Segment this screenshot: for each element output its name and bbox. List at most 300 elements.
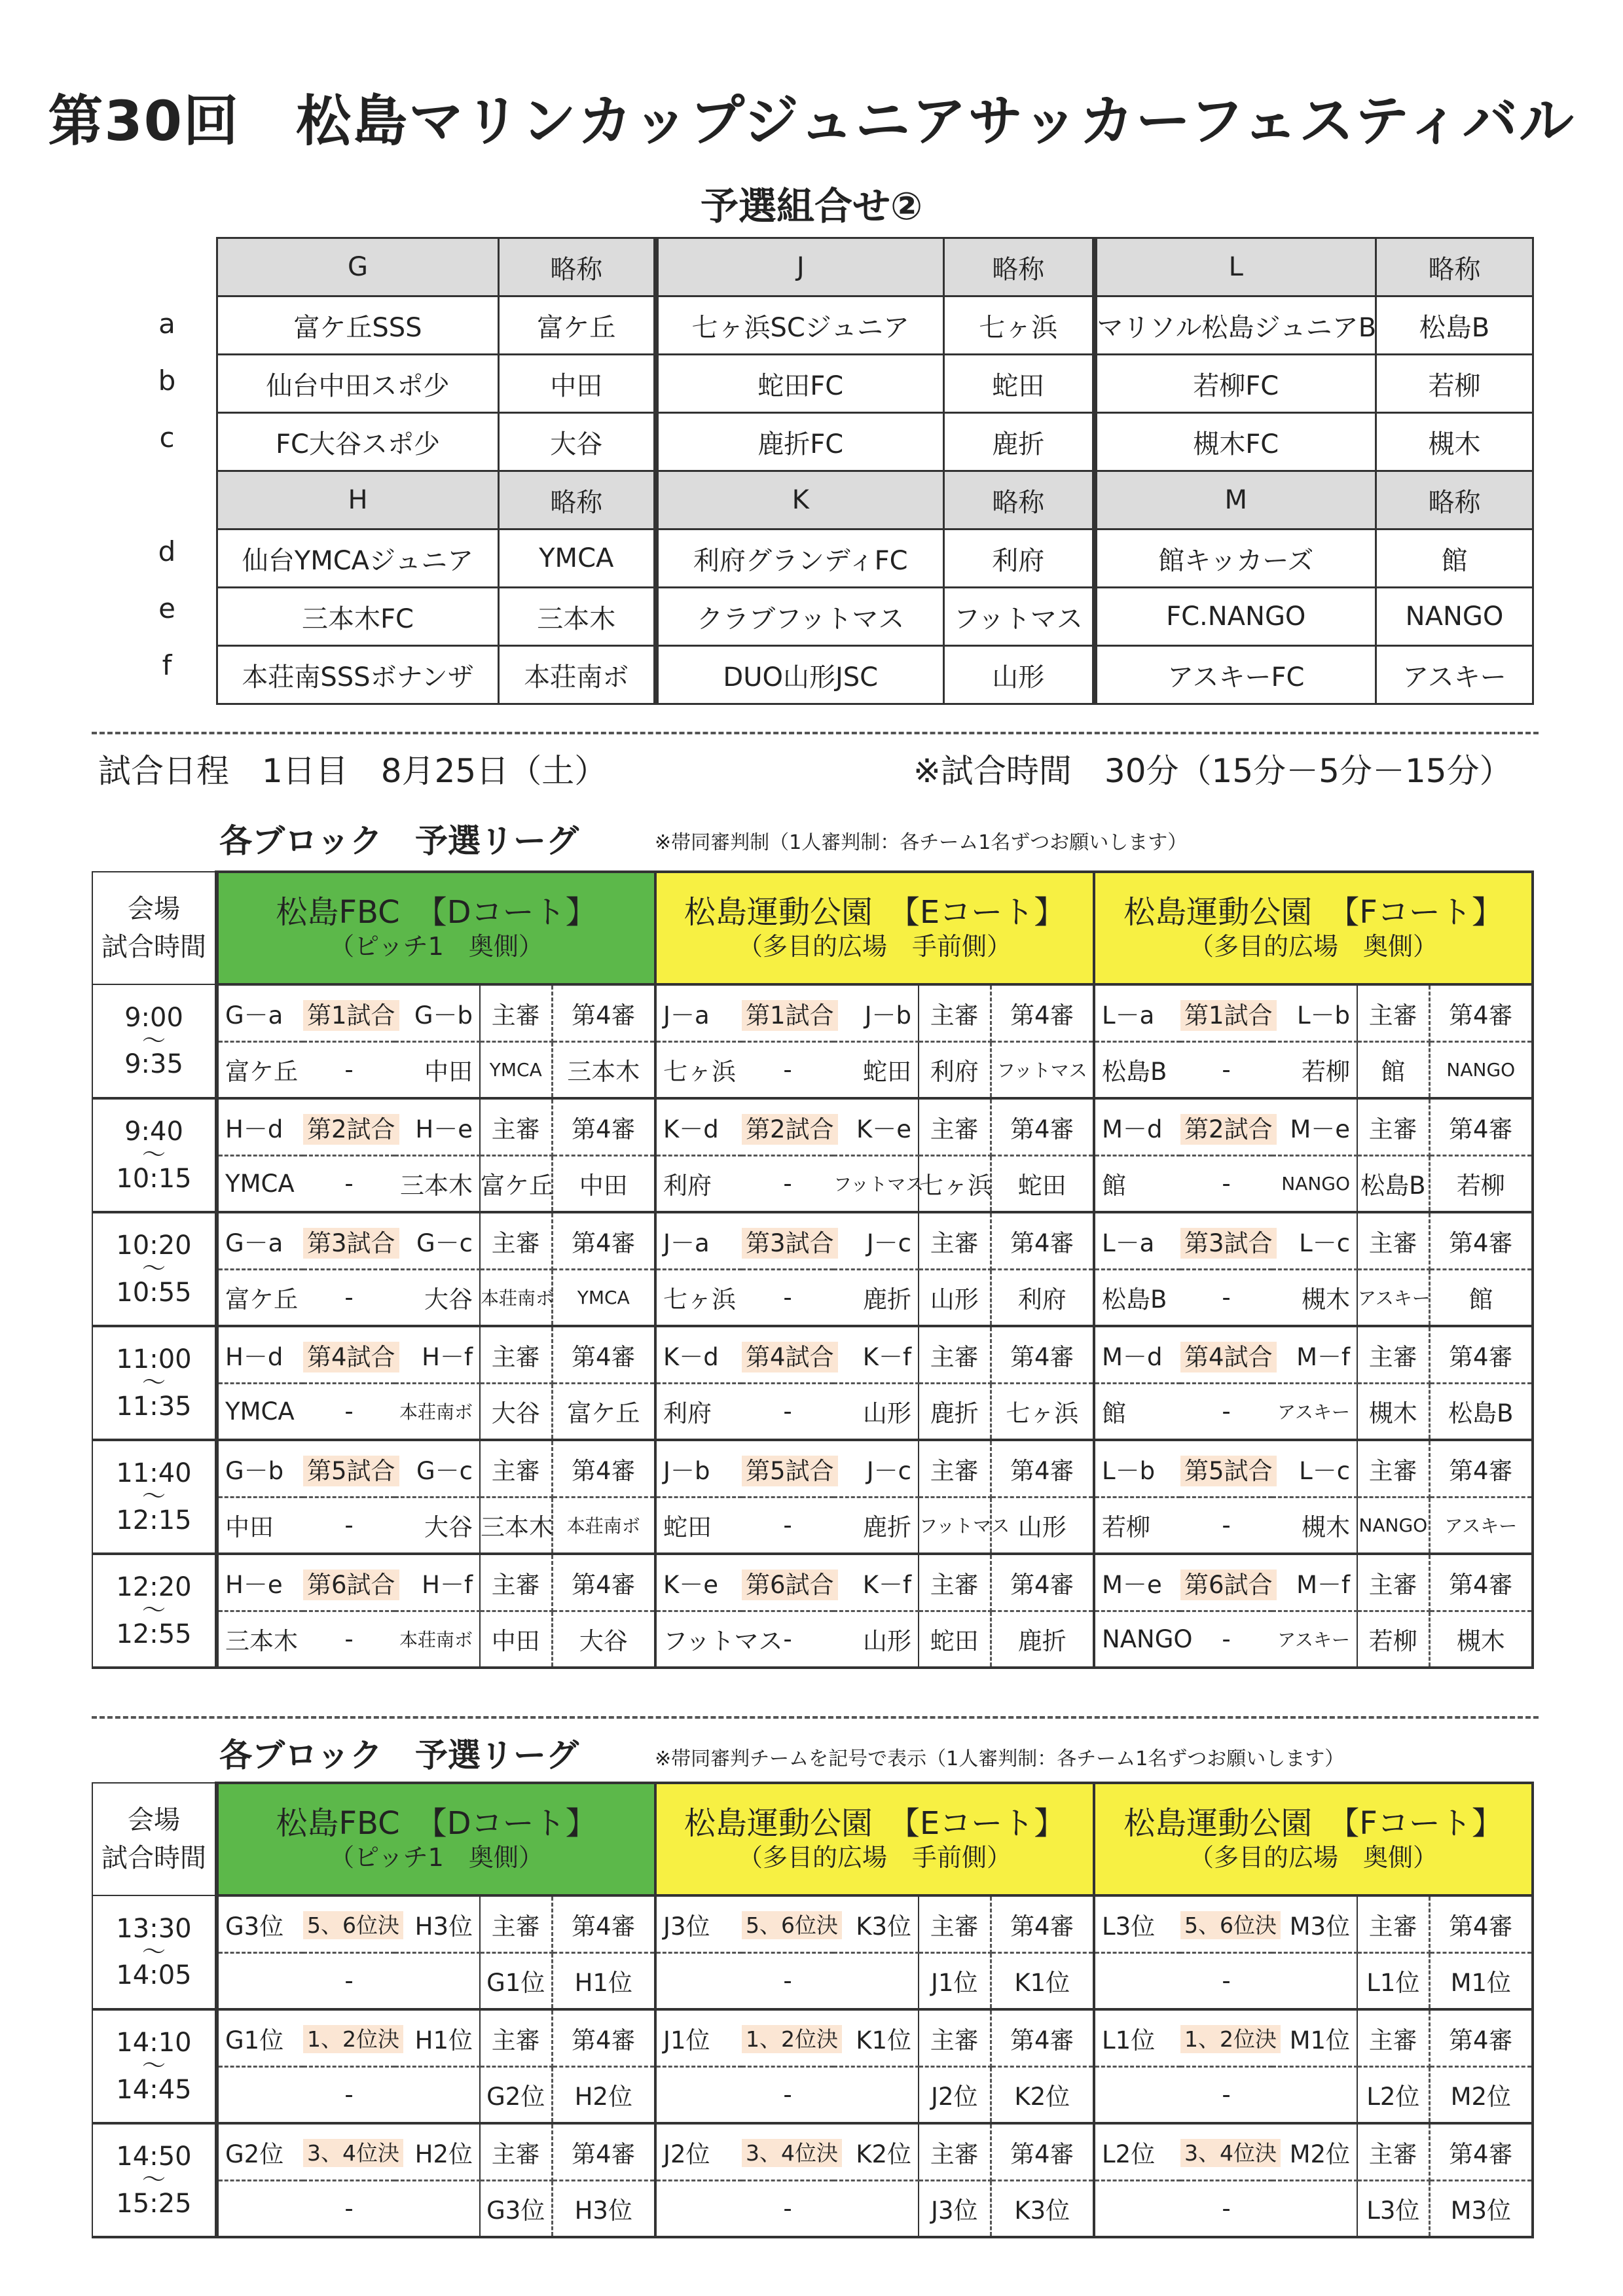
end-time: 14:05 (116, 1960, 192, 1991)
team-b-name: 鹿折 (833, 1497, 919, 1554)
end-time: 12:15 (116, 1505, 192, 1535)
team-a-slot: K－d (655, 1098, 742, 1155)
group-name-header: J (656, 238, 944, 296)
team-name: 仙台YMCAジュニア (217, 529, 499, 588)
team-b-name: フットマス (833, 1155, 919, 1212)
fourth-referee-team: フットマス (991, 1041, 1094, 1098)
team-a-slot: G1位 (217, 2009, 303, 2066)
start-time: 11:00 (116, 1344, 192, 1375)
main-referee-label: 主審 (1357, 1440, 1429, 1497)
main-referee-label: 主審 (1357, 1554, 1429, 1611)
team-abbr: 若柳 (1376, 355, 1533, 413)
team-a-name: フットマス (655, 1611, 742, 1668)
match-label: 第3試合 (1180, 1228, 1277, 1259)
main-referee-team: 大谷 (480, 1383, 552, 1440)
team-b-slot: J－c (833, 1440, 919, 1497)
versus-dash: - (742, 1383, 833, 1440)
team-abbr: 本荘南ボ (499, 646, 656, 704)
team-abbr: NANGO (1376, 588, 1533, 646)
venue-name: 松島運動公園 【Eコート】 (684, 894, 1066, 931)
versus-dash: - (303, 1383, 395, 1440)
team-b-empty (395, 2180, 480, 2237)
main-referee-team: 松島B (1357, 1155, 1429, 1212)
team-b-slot: H3位 (395, 1895, 480, 1952)
fourth-referee-team: M2位 (1429, 2066, 1533, 2123)
fourth-referee-label: 第4審 (552, 1326, 655, 1383)
team-b-slot: H1位 (395, 2009, 480, 2066)
venue-name: 松島運動公園 【Fコート】 (1123, 894, 1503, 931)
versus-dash: - (303, 1155, 395, 1212)
main-referee-label: 主審 (1357, 984, 1429, 1041)
venue-name: 松島運動公園 【Eコート】 (684, 1805, 1066, 1842)
team-a-name: YMCA (217, 1383, 303, 1440)
match-label-cell (1180, 1895, 1277, 1952)
venue-header (1094, 872, 1533, 984)
team-a-name: 三本木 (217, 1611, 303, 1668)
team-b-slot: H－f (395, 1326, 480, 1383)
team-b-slot: M2位 (1272, 2123, 1357, 2180)
fourth-referee-team: 本荘南ボ (552, 1497, 655, 1554)
main-referee-team: L2位 (1357, 2066, 1429, 2123)
team-a-slot: L－b (1094, 1440, 1180, 1497)
match-duration: ※試合時間 30分（15分－5分－15分） (913, 752, 1512, 790)
main-referee-team: G2位 (480, 2066, 552, 2123)
team-a-slot: G2位 (217, 2123, 303, 2180)
team-a-slot: L1位 (1094, 2009, 1180, 2066)
fourth-referee-label: 第4審 (1429, 1326, 1533, 1383)
group-header-row (217, 471, 1533, 529)
team-row (92, 1041, 1533, 1098)
team-a-empty (1094, 2180, 1180, 2237)
team-b-name: 槻木 (1272, 1269, 1357, 1326)
match-label-cell (303, 1895, 399, 1952)
row-label: b (158, 365, 176, 397)
team-a-slot: K－d (655, 1326, 742, 1383)
venue-sub: （多目的広場 奥側） (1189, 932, 1438, 961)
match-label: 第3試合 (742, 1228, 838, 1259)
match-label: 3、4位決 (303, 2139, 403, 2167)
team-a-name: 利府 (655, 1155, 742, 1212)
team-b-empty (833, 1952, 919, 2009)
match-label-cell (742, 1326, 833, 1383)
venue-label: 会場 (128, 894, 180, 924)
team-b-slot: J－c (833, 1212, 919, 1269)
main-referee-team: 富ケ丘 (480, 1155, 552, 1212)
team-name: 若柳FC (1095, 355, 1376, 413)
team-row (92, 1269, 1533, 1326)
team-name: FC.NANGO (1095, 588, 1376, 646)
start-time: 12:20 (116, 1572, 192, 1603)
time-slot (92, 1098, 217, 1212)
group-team-row (217, 529, 1533, 588)
time-slot (92, 1895, 217, 2009)
versus-dash: - (1180, 2180, 1272, 2237)
match-label: 5、6位決 (742, 1911, 842, 1939)
group-name-header: K (656, 471, 944, 529)
versus-dash: - (303, 1041, 395, 1098)
tilde: ～ (141, 1255, 166, 1283)
team-b-empty (395, 1952, 480, 2009)
venue-sub: （多目的広場 奥側） (1189, 1843, 1438, 1872)
match-label: 第4試合 (303, 1342, 399, 1372)
main-referee-label: 主審 (1357, 2123, 1429, 2180)
fourth-referee-team: 三本木 (552, 1041, 655, 1098)
team-a-empty (217, 1952, 303, 2009)
team-name: 七ヶ浜SCジュニア (656, 296, 944, 355)
time-slot (92, 1440, 217, 1554)
main-referee-label: 主審 (919, 984, 991, 1041)
team-b-name: 本荘南ボ (395, 1383, 480, 1440)
versus-dash: - (742, 1611, 833, 1668)
main-referee-team: アスキー (1357, 1269, 1429, 1326)
team-name: 富ケ丘SSS (217, 296, 499, 355)
end-time: 9:35 (124, 1049, 183, 1080)
team-a-name: 利府 (655, 1383, 742, 1440)
match-label: 1、2位決 (303, 2025, 403, 2053)
team-b-slot: G－c (395, 1212, 480, 1269)
team-b-name: 山形 (833, 1383, 919, 1440)
team-abbr: 館 (1376, 529, 1533, 588)
team-a-slot: M－d (1094, 1098, 1180, 1155)
team-a-empty (1094, 2066, 1180, 2123)
team-row (92, 2066, 1533, 2123)
versus-dash: - (742, 2180, 833, 2237)
divider (92, 732, 1539, 734)
league2-note: ※帯同審判チームを記号で表示（1人審判制：各チーム1名ずつお願いします） (655, 1748, 1345, 1770)
end-time: 10:15 (116, 1163, 192, 1194)
team-a-slot: G－a (217, 1212, 303, 1269)
team-a-slot: H－d (217, 1098, 303, 1155)
fourth-referee-team: 七ヶ浜 (991, 1383, 1094, 1440)
abbr-header: 略称 (944, 238, 1095, 296)
league1-heading: 各ブロック 予選リーグ (219, 822, 579, 860)
group-table-bottom (217, 471, 1533, 704)
end-time: 15:25 (116, 2188, 192, 2219)
match-label-cell (303, 1440, 395, 1497)
main-referee-label: 主審 (480, 1895, 552, 1952)
team-abbr: 山形 (944, 646, 1095, 704)
fourth-referee-label: 第4審 (1429, 1440, 1533, 1497)
main-referee-label: 主審 (1357, 1098, 1429, 1155)
team-name: クラブフットマス (656, 588, 944, 646)
corner-header (92, 872, 217, 984)
match-label-cell (303, 1098, 395, 1155)
match-label-cell (1180, 2123, 1277, 2180)
team-abbr: YMCA (499, 529, 656, 588)
fourth-referee-team: 若柳 (1429, 1155, 1533, 1212)
fourth-referee-team: K1位 (991, 1952, 1094, 2009)
match-label-cell (742, 1440, 833, 1497)
main-referee-label: 主審 (919, 1440, 991, 1497)
main-referee-label: 主審 (919, 1098, 991, 1155)
match-label-cell (1180, 984, 1272, 1041)
page-subtitle: 予選組合せ② (700, 184, 923, 228)
match-label-cell (1180, 2009, 1277, 2066)
team-name: 三本木FC (217, 588, 499, 646)
team-b-slot: K－e (833, 1098, 919, 1155)
team-name: 槻木FC (1095, 413, 1376, 471)
team-b-slot: L－c (1272, 1212, 1357, 1269)
main-referee-label: 主審 (480, 1440, 552, 1497)
versus-dash: - (1180, 1155, 1272, 1212)
fourth-referee-label: 第4審 (991, 2009, 1094, 2066)
team-a-slot: L－a (1094, 1212, 1180, 1269)
time-slot (92, 2123, 217, 2237)
abbr-header: 略称 (1376, 471, 1533, 529)
match-label: 第5試合 (303, 1456, 399, 1486)
team-a-name: NANGO (1094, 1611, 1180, 1668)
fourth-referee-label: 第4審 (991, 984, 1094, 1041)
match-label-cell (303, 2009, 399, 2066)
venue-header-row (92, 872, 1533, 984)
fourth-referee-team: YMCA (552, 1269, 655, 1326)
row-label: a (158, 308, 175, 340)
match-label: 第1試合 (742, 1000, 838, 1031)
versus-dash: - (1180, 1611, 1272, 1668)
match-label: 第6試合 (742, 1570, 838, 1600)
match-label: 第6試合 (1180, 1570, 1277, 1600)
team-b-name: 中田 (395, 1041, 480, 1098)
versus-dash: - (1180, 2066, 1272, 2123)
team-a-name: 若柳 (1094, 1497, 1180, 1554)
team-a-name: 松島B (1094, 1269, 1180, 1326)
match-label: 第1試合 (1180, 1000, 1277, 1031)
versus-dash: - (303, 2180, 395, 2237)
match-label-cell (1180, 1212, 1272, 1269)
team-a-name: YMCA (217, 1155, 303, 1212)
team-row (92, 1155, 1533, 1212)
team-name: 仙台中田スポ少 (217, 355, 499, 413)
fourth-referee-label: 第4審 (991, 1554, 1094, 1611)
team-abbr: 松島B (1376, 296, 1533, 355)
row-label: e (158, 592, 175, 624)
fourth-referee-label: 第4審 (991, 1098, 1094, 1155)
main-referee-label: 主審 (1357, 1895, 1429, 1952)
fourth-referee-label: 第4審 (552, 2123, 655, 2180)
main-referee-label: 主審 (1357, 1326, 1429, 1383)
group-header-row (217, 238, 1533, 296)
team-b-slot: K－f (833, 1326, 919, 1383)
team-b-name: 若柳 (1272, 1041, 1357, 1098)
team-a-empty (655, 2180, 742, 2237)
team-b-slot: K1位 (833, 2009, 919, 2066)
team-a-slot: H－d (217, 1326, 303, 1383)
match-label: 第4試合 (1180, 1342, 1277, 1372)
league1-table (92, 870, 1534, 1669)
team-a-slot: J1位 (655, 2009, 742, 2066)
main-referee-team: 鹿折 (919, 1383, 991, 1440)
venue-sub: （ピッチ1 奥側） (329, 932, 543, 961)
time-label: 試合時間 (101, 932, 206, 962)
fourth-referee-label: 第4審 (552, 1212, 655, 1269)
fourth-referee-team: 鹿折 (991, 1611, 1094, 1668)
main-referee-label: 主審 (480, 1554, 552, 1611)
main-referee-label: 主審 (480, 1212, 552, 1269)
team-b-slot: H－f (395, 1554, 480, 1611)
versus-dash: - (1180, 1952, 1272, 2009)
fourth-referee-team: K3位 (991, 2180, 1094, 2237)
match-row (92, 1895, 1533, 1952)
venue-name: 松島FBC 【Dコート】 (276, 894, 597, 931)
team-b-slot: J－b (833, 984, 919, 1041)
fourth-referee-label: 第4審 (1429, 2009, 1533, 2066)
group-table-top (217, 238, 1533, 471)
main-referee-label: 主審 (919, 2123, 991, 2180)
match-label: 1、2位決 (742, 2025, 842, 2053)
team-b-slot: M3位 (1272, 1895, 1357, 1952)
team-abbr: 三本木 (499, 588, 656, 646)
venue-sub: （多目的広場 手前側） (738, 1843, 1012, 1872)
match-row (92, 1326, 1533, 1383)
team-name: 蛇田FC (656, 355, 944, 413)
match-label-cell (1180, 1098, 1272, 1155)
abbr-header: 略称 (944, 471, 1095, 529)
match-label-cell (742, 1098, 833, 1155)
versus-dash: - (1180, 1497, 1272, 1554)
group-name-header: H (217, 471, 499, 529)
fourth-referee-label: 第4審 (1429, 1895, 1533, 1952)
fourth-referee-label: 第4審 (552, 2009, 655, 2066)
team-b-slot: M－f (1272, 1326, 1357, 1383)
fourth-referee-label: 第4審 (552, 1098, 655, 1155)
fourth-referee-label: 第4審 (1429, 2123, 1533, 2180)
main-referee-team: L1位 (1357, 1952, 1429, 2009)
versus-dash: - (303, 1611, 395, 1668)
team-a-slot: G－a (217, 984, 303, 1041)
main-referee-team: 館 (1357, 1041, 1429, 1098)
match-row (92, 1098, 1533, 1155)
tilde: ～ (141, 1369, 166, 1397)
main-referee-team: 槻木 (1357, 1383, 1429, 1440)
versus-dash: - (742, 1269, 833, 1326)
end-time: 10:55 (116, 1277, 192, 1308)
main-referee-label: 主審 (480, 2123, 552, 2180)
fourth-referee-team: 館 (1429, 1269, 1533, 1326)
league2-heading: 各ブロック 予選リーグ (219, 1736, 579, 1774)
start-time: 9:40 (124, 1117, 183, 1147)
row-label: c (159, 422, 175, 454)
match-label: 第1試合 (303, 1000, 399, 1031)
team-a-slot: H－e (217, 1554, 303, 1611)
group-team-row (217, 413, 1533, 471)
match-label-cell (303, 1326, 395, 1383)
main-referee-label: 主審 (919, 1212, 991, 1269)
match-label-cell (742, 1554, 833, 1611)
match-row (92, 2123, 1533, 2180)
abbr-header: 略称 (499, 238, 656, 296)
versus-dash: - (303, 2066, 395, 2123)
team-b-name: アスキー (1272, 1383, 1357, 1440)
match-label-cell (742, 2123, 839, 2180)
match-row (92, 1440, 1533, 1497)
match-label-cell (1180, 1440, 1272, 1497)
main-referee-label: 主審 (480, 2009, 552, 2066)
venue-header (1094, 1783, 1533, 1895)
time-slot (92, 984, 217, 1098)
team-a-name: 蛇田 (655, 1497, 742, 1554)
match-label: 3、4位決 (1180, 2139, 1281, 2167)
fourth-referee-team: 中田 (552, 1155, 655, 1212)
versus-dash: - (742, 1952, 833, 2009)
group-table (216, 237, 1534, 705)
versus-dash: - (303, 1269, 395, 1326)
venue-sub: （多目的広場 手前側） (738, 932, 1012, 961)
team-b-slot: K3位 (833, 1895, 919, 1952)
league2-table (92, 1782, 1534, 2238)
tilde: ～ (141, 2053, 166, 2080)
abbr-header: 略称 (499, 471, 656, 529)
match-label-cell (303, 1554, 395, 1611)
match-label-cell (742, 1212, 833, 1269)
team-a-name: 富ケ丘 (217, 1041, 303, 1098)
group-name-header: L (1095, 238, 1376, 296)
team-b-slot: H－e (395, 1098, 480, 1155)
match-label: 第2試合 (1180, 1114, 1277, 1145)
schedule-date: 試合日程 1日目 8月25日（土） (98, 752, 608, 790)
team-row (92, 1952, 1533, 2009)
venue-header (655, 872, 1094, 984)
team-a-slot: M－e (1094, 1554, 1180, 1611)
team-b-name: 大谷 (395, 1497, 480, 1554)
time-label: 試合時間 (101, 1843, 206, 1873)
row-label: f (162, 649, 172, 681)
team-a-slot: L－a (1094, 984, 1180, 1041)
match-label: 第4試合 (742, 1342, 838, 1372)
team-a-empty (1094, 1952, 1180, 2009)
versus-dash: - (303, 1952, 395, 2009)
main-referee-team: YMCA (480, 1041, 552, 1098)
match-row (92, 2009, 1533, 2066)
match-label: 第5試合 (1180, 1456, 1277, 1486)
match-label-cell (1180, 1554, 1272, 1611)
main-referee-team: 山形 (919, 1269, 991, 1326)
team-b-empty (1272, 2066, 1357, 2123)
tilde: ～ (141, 1483, 166, 1511)
match-label-cell (303, 984, 395, 1041)
team-name: 館キッカーズ (1095, 529, 1376, 588)
main-referee-label: 主審 (1357, 2009, 1429, 2066)
team-b-name: 山形 (833, 1611, 919, 1668)
main-referee-team: 利府 (919, 1041, 991, 1098)
fourth-referee-team: M1位 (1429, 1952, 1533, 2009)
main-referee-label: 主審 (1357, 1212, 1429, 1269)
main-referee-team: 七ヶ浜 (919, 1155, 991, 1212)
versus-dash: - (1180, 1041, 1272, 1098)
team-a-slot: J2位 (655, 2123, 742, 2180)
team-a-slot: J－b (655, 1440, 742, 1497)
team-name: 鹿折FC (656, 413, 944, 471)
team-a-slot: L2位 (1094, 2123, 1180, 2180)
start-time: 10:20 (116, 1230, 192, 1261)
team-b-slot: M－f (1272, 1554, 1357, 1611)
team-a-slot: G－b (217, 1440, 303, 1497)
team-name: 利府グランディFC (656, 529, 944, 588)
team-a-slot: J3位 (655, 1895, 742, 1952)
team-a-empty (217, 2180, 303, 2237)
team-abbr: 富ケ丘 (499, 296, 656, 355)
row-label: d (158, 535, 176, 567)
team-abbr: 鹿折 (944, 413, 1095, 471)
match-label: 5、6位決 (1180, 1911, 1281, 1939)
match-label-cell (742, 2009, 839, 2066)
main-referee-team: J1位 (919, 1952, 991, 2009)
end-time: 12:55 (116, 1619, 192, 1649)
group-team-row (217, 355, 1533, 413)
end-time: 11:35 (116, 1391, 192, 1422)
team-b-name: 鹿折 (833, 1269, 919, 1326)
venue-header (217, 1783, 655, 1895)
match-label-cell (1180, 1326, 1272, 1383)
